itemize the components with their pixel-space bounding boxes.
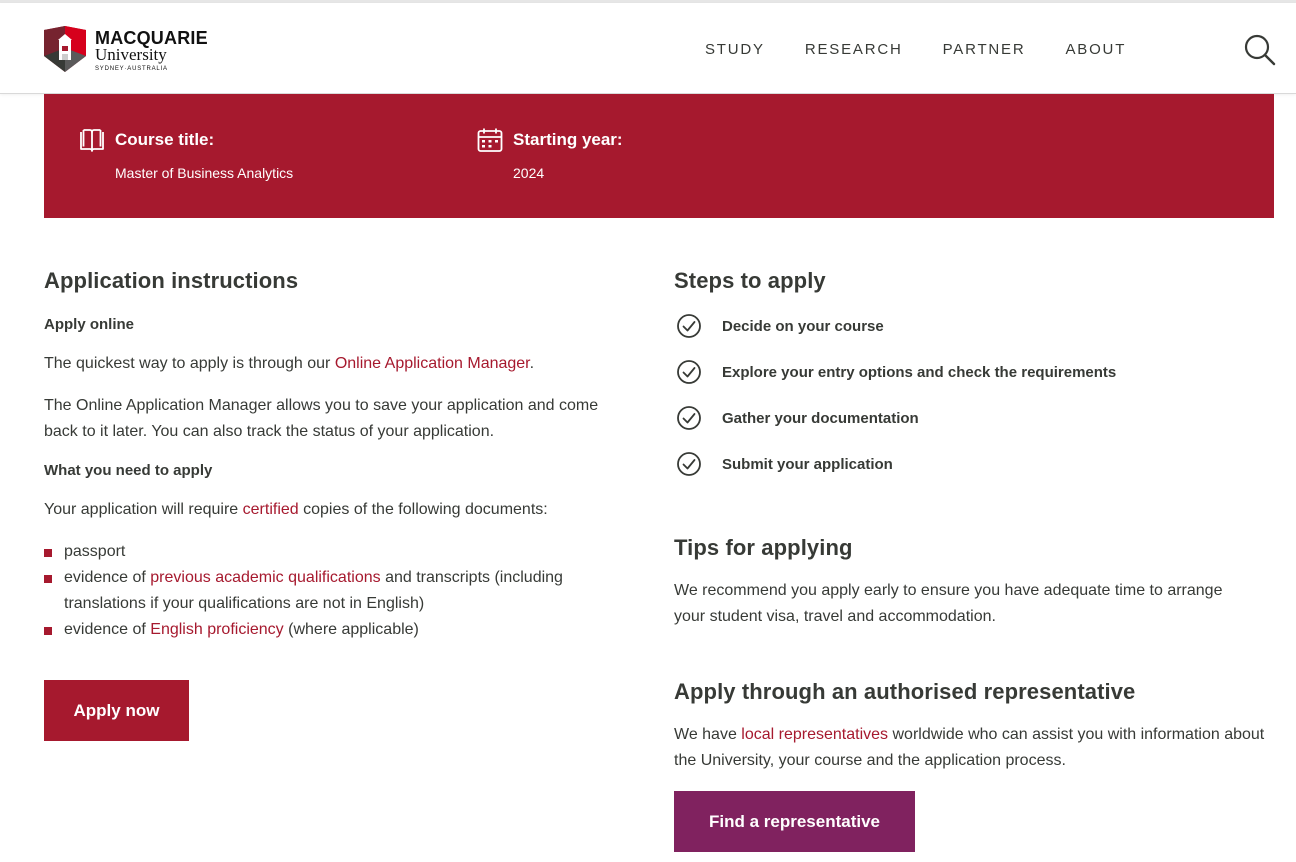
step-label: Decide on your course [722,317,884,335]
bullet-square-icon [44,575,52,583]
tips-heading: Tips for applying [674,535,853,560]
require-prefix: Your application will require [44,501,243,518]
logo-text-macquarie: MACQUARIE [95,28,208,48]
document-prefix: evidence of [64,621,151,638]
quickest-way-text [44,351,644,377]
local-representatives-link[interactable]: local representatives [741,726,889,743]
main-navigation [705,41,1166,59]
starting-year-block [477,127,623,183]
bullet-square-icon [44,549,52,557]
steps-section [674,266,1274,852]
university-logo[interactable] [44,26,208,72]
check-circle-icon [676,313,702,339]
list-item [44,565,644,617]
find-representative-button[interactable]: Find a representative [674,791,915,852]
bullet-square-icon [44,627,52,635]
require-suffix: copies of the following documents: [298,501,548,518]
list-item [44,539,644,565]
calendar-icon [477,127,503,153]
logo-text-location: SYDNEY·AUSTRALIA [95,66,168,72]
representative-suffix: worldwide who can assist you with information about the University, your course and the application process. [674,726,1265,769]
step-label: Gather your documentation [722,409,919,427]
steps-to-apply-heading: Steps to apply [674,268,826,293]
starting-year-value: 2024 [513,165,545,181]
document-prefix: evidence of [64,569,151,586]
oam-description-text: The Online Application Manager allows you to save your application and come back to it later. You can also track the status of your application. [44,397,599,440]
application-instructions-section [44,266,644,741]
step-item [674,395,1274,441]
document-suffix: and transcripts (including translations if your qualifications are not in English) [64,569,563,612]
logo-text-university: University [95,45,167,64]
step-label: Explore your entry options and check the requirements [722,363,1117,381]
quickest-way-prefix: The quickest way to apply is through our [44,355,335,372]
what-you-need-heading: What you need to apply [44,462,213,479]
certified-link[interactable]: certified [242,501,299,518]
require-documents-text [44,497,644,523]
check-circle-icon [676,451,702,477]
check-circle-icon [676,359,702,385]
step-item [674,349,1274,395]
book-icon [79,127,105,153]
step-label: Submit your application [722,455,893,473]
nav-item-research[interactable]: RESEARCH [804,41,903,58]
course-title-label: Course title: [115,130,215,149]
nav-item-study[interactable]: STUDY [705,41,765,58]
check-circle-icon [676,405,702,431]
representative-heading: Apply through an authorised representative [674,679,1136,704]
application-instructions-heading: Application instructions [44,268,299,293]
previous-academic-qualifications-link[interactable]: previous academic qualifications [150,569,381,586]
representative-prefix: We have [674,726,742,743]
starting-year-label: Starting year: [513,130,623,149]
quickest-way-suffix: . [529,355,535,372]
course-title-block [79,127,293,183]
logo-emblem-icon [44,26,86,72]
course-banner [44,94,1274,218]
tips-text: We recommend you apply early to ensure you have adequate time to arrange your student visa, travel and accommodation. [674,582,1223,625]
course-title-value: Master of Business Analytics [115,165,294,181]
site-header [0,3,1296,94]
nav-item-about[interactable]: ABOUT [1065,41,1127,58]
online-application-manager-link[interactable]: Online Application Manager [334,355,530,372]
search-icon[interactable] [1244,34,1276,66]
apply-online-heading: Apply online [44,316,134,333]
step-item [674,441,1274,487]
english-proficiency-link[interactable]: English proficiency [150,621,284,638]
representative-text [674,722,1274,774]
list-item [44,617,644,643]
step-item [674,303,1274,349]
document-text: passport [64,543,126,560]
steps-list [674,303,1274,487]
documents-list [44,539,644,643]
document-suffix: (where applicable) [283,621,419,638]
apply-now-button[interactable]: Apply now [44,680,189,741]
nav-item-partner[interactable]: PARTNER [942,41,1026,58]
